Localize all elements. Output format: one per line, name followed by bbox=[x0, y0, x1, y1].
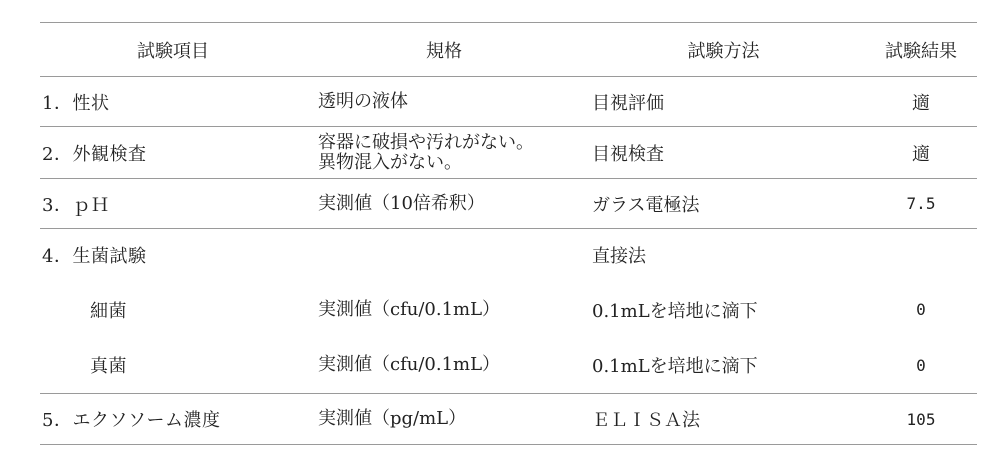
table-row bbox=[40, 394, 977, 445]
cell-test-item: 2．外観検査 bbox=[40, 127, 306, 179]
cell-test-item: 細菌 bbox=[90, 300, 127, 322]
specification-line-2: 異物混入がない。 bbox=[318, 151, 462, 173]
header-specification: 規格 bbox=[306, 23, 582, 77]
table-row bbox=[40, 282, 977, 338]
header-test-method: 試験方法 bbox=[582, 23, 865, 77]
table-row bbox=[40, 179, 977, 229]
cell-test-method: 0.1mLを培地に滴下 bbox=[582, 338, 865, 394]
cell-test-result: 0 bbox=[916, 300, 926, 319]
cell-test-result: 適 bbox=[865, 127, 977, 179]
cell-test-method: 目視評価 bbox=[582, 77, 865, 127]
cell-test-method: ガラス電極法 bbox=[582, 179, 865, 229]
table-header-row bbox=[40, 23, 977, 77]
cell-specification bbox=[306, 229, 582, 282]
specification-line-1: 容器に破損や汚れがない。 bbox=[318, 131, 534, 153]
cell-test-result: 適 bbox=[865, 77, 977, 127]
cell-specification: 実測値（cfu/0.1mL） bbox=[318, 298, 501, 320]
cell-specification: 実測値（cfu/0.1mL） bbox=[306, 338, 582, 394]
table-row bbox=[40, 127, 977, 179]
header-test-result: 試験結果 bbox=[865, 23, 977, 77]
cell-test-result: 105 bbox=[865, 394, 977, 445]
cell-test-result: 7.5 bbox=[865, 179, 977, 229]
cell-test-item: 真菌 bbox=[40, 338, 306, 394]
cell-test-result: 0 bbox=[865, 338, 977, 394]
table-row bbox=[40, 338, 977, 394]
table-row bbox=[40, 77, 977, 127]
cell-specification: 実測値（10倍希釈） bbox=[306, 179, 582, 229]
cell-test-item: 4．生菌試験 bbox=[42, 246, 147, 268]
cell-test-item: 1．性状 bbox=[40, 77, 306, 127]
cell-test-result bbox=[865, 229, 977, 282]
cell-test-method: 目視検査 bbox=[582, 127, 865, 179]
cell-test-method: 0.1mLを培地に滴下 bbox=[592, 300, 758, 322]
test-results-table bbox=[40, 22, 977, 445]
cell-specification bbox=[306, 127, 582, 179]
header-test-item: 試験項目 bbox=[40, 23, 306, 77]
cell-test-method: ＥＬＩＳＡ法 bbox=[582, 394, 865, 445]
table-row bbox=[40, 229, 977, 282]
cell-test-item: 3．ｐＨ bbox=[40, 179, 306, 229]
cell-specification: 透明の液体 bbox=[306, 77, 582, 127]
cell-specification: 実測値（pg/mL） bbox=[306, 394, 582, 445]
cell-test-method: 直接法 bbox=[592, 246, 646, 268]
cell-test-item: 5．エクソソーム濃度 bbox=[40, 394, 306, 445]
